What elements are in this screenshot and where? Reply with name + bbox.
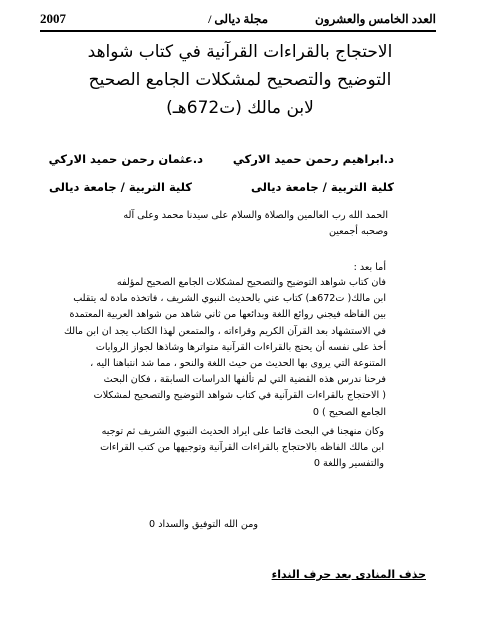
intro-line: في الاستشهاد بعد القرآن الكريم وقراءاته ، والمتمعن لهذا الكتاب يجد ان ابن مالك [64,325,386,337]
intro-line: المتنوعة التي يروى بها الحديث من حيث اللغة والنحو ، مما شد انتباهنا اليه ، [90,358,386,370]
publication-year: 2007 [40,11,66,26]
intro-line: أخذ على نفسه أن يحتج بالقراءات القرآنية متواترها وشاذها لجواز الروايات [95,341,386,353]
header-rule [40,30,436,32]
method-line: والتفسير واللغة 0 [313,458,384,470]
author-1-name: د.ابراهيم رحمن حميد الاركي [232,152,394,166]
intro-line: بين الفاظه فيجني روائع اللغة وبدائعها من ثاني شاهد من شواهد العربية المعتمدة [69,309,386,321]
amma-bad-label: أما بعد : [353,262,386,273]
method-paragraph [100,424,384,473]
title-line-1: الاحتجاج بالقراءات القرآنية في كتاب شواهد [87,42,393,62]
intro-line: فان كتاب شواهد التوضيح والتصحيح لمشكلات الجامع الصحيح لمؤلفه [116,277,386,288]
intro-paragraph [54,275,386,421]
intro-line: الجامع الصحيح ) 0 [312,406,386,418]
title-line-2: التوضيح والتصحيح لمشكلات الجامع الصحيح [88,70,392,90]
intro-line: فرحنا ندرس هذه القضية التي لم تألفها الدراسات السابقة ، فكان البحث [103,374,386,386]
opening-paragraph [78,208,388,240]
method-line: وكان منهجنا في البحث قائما على ايراد الحديث النبوي الشريف ثم توجيه [101,426,384,437]
issue-number: العدد الخامس والعشرون [314,11,436,26]
journal-name: مجلة ديالى / [208,11,268,26]
author-1-affiliation: كلية التربية / جامعة ديالى [250,180,394,194]
intro-line: ( الاحتجاج بالقراءات القرآنية في كتاب شواهد التوضيح والتصحيح لمشكلات [93,390,386,402]
title-line-3: لابن مالك (ت672هـ) [166,98,314,118]
opening-line: الحمد الله رب العالمين والصلاة والسلام على سيدنا محمد وعلى آله [123,210,388,221]
paper-title [50,38,430,122]
author-2-name: د.عثمان رحمن حميد الاركي [48,152,203,166]
opening-line: وصحبه أجمعين [328,226,388,238]
method-line: ابن مالك الفاظه بالاحتجاج بالقراءات القرآنية وتوجيهها من كتب القراءات [100,442,384,454]
section-heading: حذف المنادى بعد حرف النداء [271,568,426,581]
author-2-affiliation: كلية التربية / جامعة ديالى [48,180,192,194]
page-header [40,10,436,28]
closing-line: ومن الله التوفيق والسداد 0 [149,519,258,530]
intro-line: ابن مالك( ت672هـ) كتاب عني بالحديث النبوي الشريف ، فاتخذه مادة له يتقلب [73,293,386,305]
